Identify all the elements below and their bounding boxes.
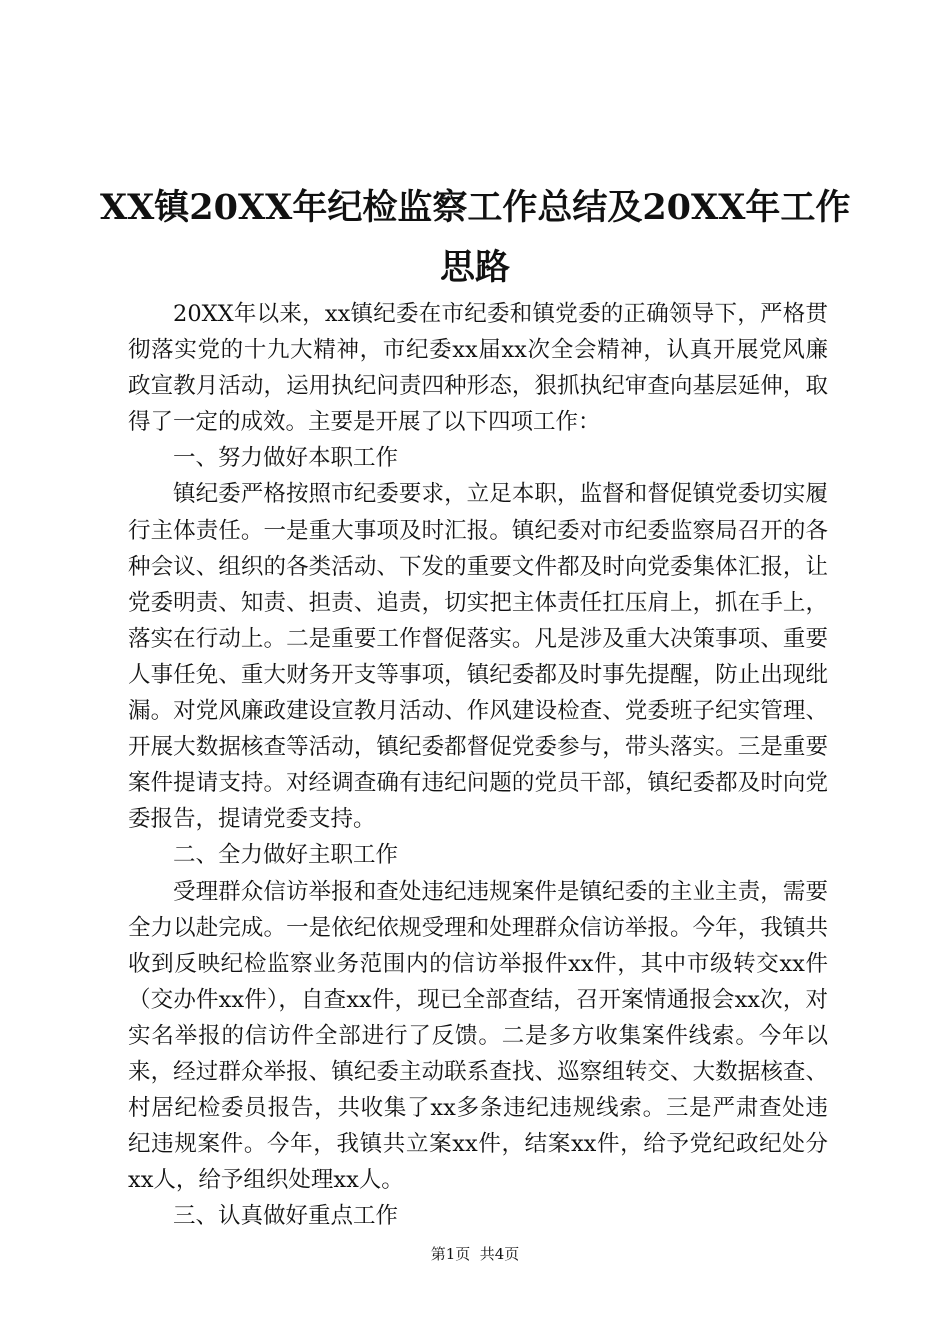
intro-paragraph: 20XX年以来，xx镇纪委在市纪委和镇党委的正确领导下，严格贯彻落实党的十九大精神，市纪委xx届xx次全会精神，认真开展党风廉政宣教月活动，运用执纪问责四种形态，狠抓执纪审查向基层延伸，取得了一定的成效。主要是开展了以下四项工作： xyxy=(128,301,828,436)
section-2-heading: 二、全力做好主职工作 xyxy=(173,842,399,869)
page-footer: 第1页 共4页 xyxy=(430,1245,520,1263)
section-3-heading: 三、认真做好重点工作 xyxy=(173,1203,399,1230)
document-title-line-1: XX镇20XX年纪检监察工作总结及20XX年工作 xyxy=(100,187,851,228)
section-2-paragraph: 受理群众信访举报和查处违纪违规案件是镇纪委的主业主责，需要全力以赴完成。一是依纪依规受理和处理群众信访举报。今年，我镇共收到反映纪检监察业务范围内的信访举报件xx件，其中市级转交xx件（交办件xx件），自查xx件，现已全部查结，召开案情通报会xx次，对实名举报的信访件全部进行了反馈。二是多方收集案件线索。今年以来，经过群众举报、镇纪委主动联系查找、巡察组转交、大数据核查、村居纪检委员报告，共收集了xx多条违纪违规线索。三是严肃查处违纪违规案件。今年，我镇共立案xx件，结案xx件，给予党纪政纪处分xx人，给予组织处理xx人。 xyxy=(128,878,828,1194)
document-body xyxy=(128,296,828,1234)
document-title-line-2: 思路 xyxy=(439,247,510,288)
section-1-heading: 一、努力做好本职工作 xyxy=(173,445,399,472)
section-1-paragraph: 镇纪委严格按照市纪委要求，立足本职，监督和督促镇党委切实履行主体责任。一是重大事项及时汇报。镇纪委对市纪委监察局召开的各种会议、组织的各类活动、下发的重要文件都及时向党委集体汇报，让党委明责、知责、担责、追责，切实把主体责任扛压肩上，抓在手上，落实在行动上。二是重要工作督促落实。凡是涉及重大决策事项、重要人事任免、重大财务开支等事项，镇纪委都及时事先提醒，防止出现纰漏。对党风廉政建设宣教月活动、作风建设检查、党委班子纪实管理、开展大数据核查等活动，镇纪委都督促党委参与，带头落实。三是重要案件提请支持。对经调查确有违纪问题的党员干部，镇纪委都及时向党委报告，提请党委支持。 xyxy=(128,481,828,833)
